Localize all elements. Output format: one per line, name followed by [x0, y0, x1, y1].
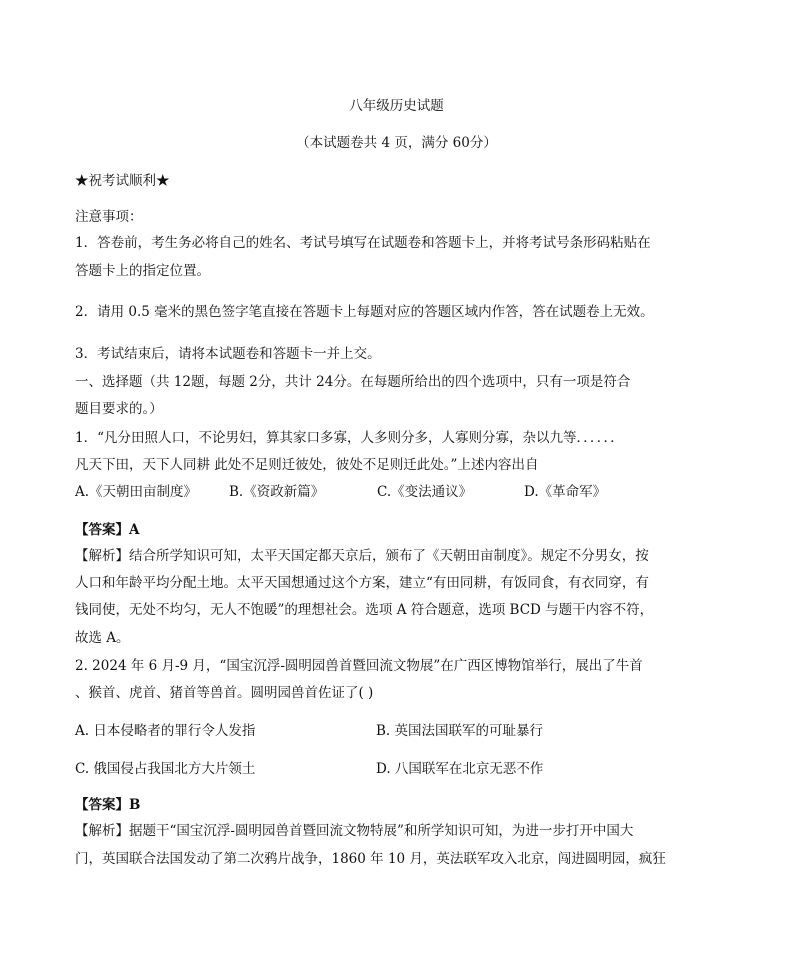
exam-wish: ★祝考试顺利★ [75, 173, 170, 189]
question-1-analysis-line-1: 【解析】结合所学知识可知，太平天国定都天京后，颁布了《天朝田亩制度》。规定不分男女，按 [75, 548, 649, 564]
exam-title: 八年级历史试题 [349, 98, 444, 114]
question-2-option-d: D. 八国联军在北京无恶不作 [376, 761, 544, 777]
section-heading-line-2: 题目要求的。） [75, 401, 163, 417]
question-1-answer: 【答案】A [75, 522, 140, 538]
notes-heading: 注意事项： [75, 209, 143, 225]
question-1-option-d: D.《革命军》 [524, 484, 607, 500]
question-1-line-2: 凡天下田，天下人同耕 此处不足则迁彼处，彼处不足则迁此处。”上述内容出自 [75, 457, 539, 473]
note-1-line-1: 1．答卷前，考生务必将自己的姓名、考试号填写在试题卷和答题卡上，并将考试号条形码粘贴在 [75, 235, 651, 251]
question-2-option-b: B. 英国法国联军的可耻暴行 [376, 723, 544, 739]
question-2-line-2: 、猴首、虎首、猪首等兽首。圆明园兽首佐证了( ) [75, 685, 374, 701]
exam-subtitle: （本试题卷共 4 页，满分 60分） [296, 135, 497, 151]
question-2-analysis-line-1: 【解析】据题干“国宝沉浮-圆明园兽首暨回流文物特展”和所学知识可知，为进一步打开中国大 [75, 823, 634, 839]
question-1-analysis-line-3: 钱同使，无处不均匀，无人不饱暖”的理想社会。选项 A 符合题意，选项 BCD 与题干内容不符， [75, 602, 654, 618]
question-1-line-1: 1．“凡分田照人口，不论男妇，算其家口多寡，人多则分多，人寡则分寡，杂以九等．．．．．． [75, 430, 624, 446]
question-1-analysis-line-4: 故选 A。 [75, 630, 130, 646]
section-heading-line-1: 一、选择题（共 12题，每题 2分，共计 24分。在每题所给出的四个选项中，只有一项是符合 [75, 374, 631, 390]
question-2-analysis-line-2: 门，英国联合法国发动了第二次鸦片战争，1860 年 10 月，英法联军攻入北京，闯进圆明园，疯狂 [75, 851, 666, 867]
note-3: 3．考试结束后，请将本试题卷和答题卡一并上交。 [75, 346, 381, 362]
note-2: 2．请用 0.5 毫米的黑色签字笔直接在答题卡上每题对应的答题区域内作答，答在试题卷上无效。 [75, 304, 654, 320]
question-2-line-1: 2. 2024 年 6 月-9 月，“国宝沉浮-圆明园兽首暨回流文物展”在广西区博物馆举行，展出了牛首 [75, 658, 643, 674]
question-1-option-c: C.《变法通议》 [377, 484, 473, 500]
question-1-analysis-line-2: 人口和年龄平均分配土地。太平天国想通过这个方案，建立“有田同耕，有饭同食，有衣同穿，有 [75, 575, 649, 591]
question-2-option-c: C. 俄国侵占我国北方大片领土 [75, 761, 256, 777]
question-1-option-a: A.《天朝田亩制度》 [75, 484, 198, 500]
note-1-line-2: 答题卡上的指定位置。 [75, 263, 210, 279]
question-1-option-b: B.《资政新篇》 [229, 484, 325, 500]
question-2-answer: 【答案】B [75, 797, 141, 813]
question-2-option-a: A. 日本侵略者的罪行令人发指 [75, 723, 256, 739]
